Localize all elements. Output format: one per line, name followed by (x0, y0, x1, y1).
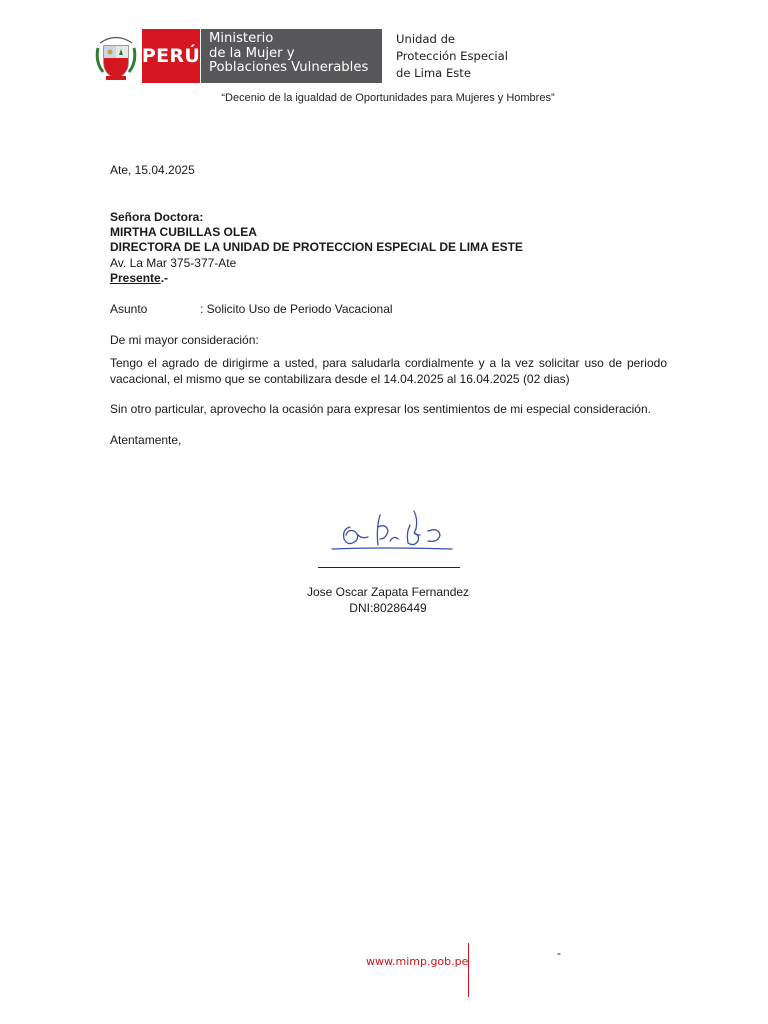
handwritten-signature (328, 505, 458, 555)
signer-block (288, 585, 488, 616)
signer-dni: DNI:80286449 (349, 600, 427, 615)
ministry-logo (201, 29, 382, 83)
subject-label: Asunto (110, 302, 148, 316)
recipient-address: Av. La Mar 375-377-Ate (110, 256, 237, 270)
presente-suffix: .- (160, 271, 169, 285)
decade-motto: “Decenio de la igualdad de Oportunidades para Mujeres y Hombres” (221, 92, 555, 104)
place-date: Ate, 15.04.2025 (110, 163, 195, 177)
ministry-line: Ministerio (209, 31, 274, 46)
presente-line (110, 271, 168, 287)
page-mark: - (557, 946, 561, 960)
presente-word: Presente (110, 271, 161, 285)
country-logo: PERÚ (142, 29, 200, 83)
ministry-line: Poblaciones Vulnerables (209, 60, 369, 76)
sign-off: Atentamente, (110, 433, 182, 447)
coat-of-arms-icon (94, 30, 138, 82)
signature-line (318, 567, 460, 568)
body-paragraph: Tengo el agrado de dirigirme a usted, para saludarla cordialmente y a la vez solicitar uso de periodo vacacional, el mismo que se contabilizara desde el 14.04.2025 al 16.04.2025 (02 dias) (110, 356, 667, 386)
greeting: De mi mayor consideración: (110, 333, 259, 347)
subject-value: : Solicito Uso de Periodo Vacacional (200, 302, 393, 316)
signer-name: Jose Oscar Zapata Fernandez (306, 585, 470, 599)
closing-paragraph: Sin otro particular, aprovecho la ocasión para expresar los sentimientos de mi especial consideración. (110, 402, 651, 416)
salutation: Señora Doctora: (110, 210, 204, 224)
ministry-line: de la Mujer y (209, 45, 295, 61)
website-link[interactable]: www.mimp.gob.pe (366, 955, 469, 968)
recipient-title: DIRECTORA DE LA UNIDAD DE PROTECCION ESPECIAL DE LIMA ESTE (110, 240, 523, 254)
unit-line: de Lima Este (396, 66, 471, 80)
unit-line: Unidad de (396, 32, 456, 46)
unit-name (396, 31, 508, 82)
footer-divider (468, 943, 469, 997)
recipient-name: MIRTHA CUBILLAS OLEA (110, 225, 257, 239)
unit-line: Protección Especial (396, 49, 508, 63)
